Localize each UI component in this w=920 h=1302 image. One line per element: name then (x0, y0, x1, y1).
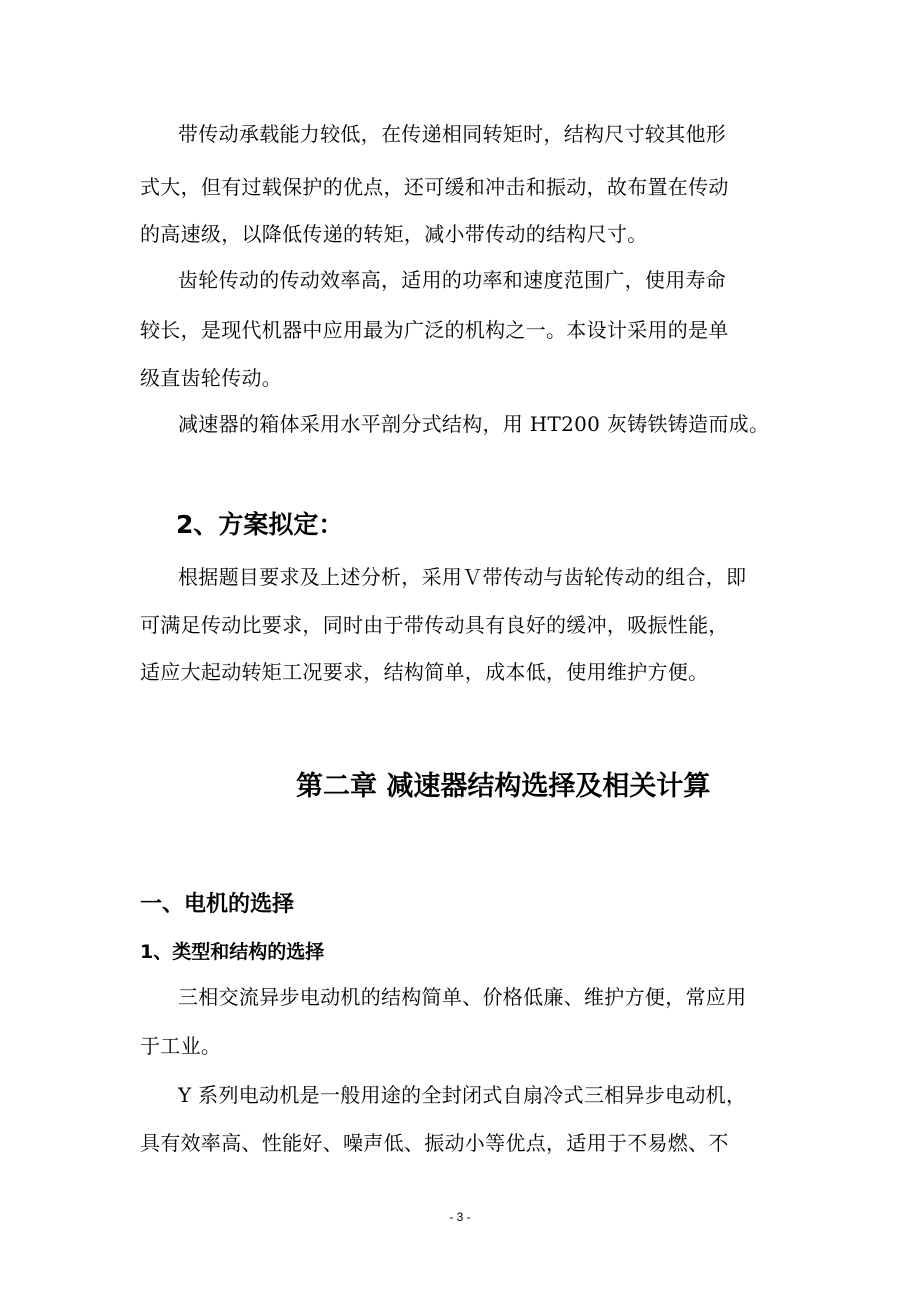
paragraph-line: 可满足传动比要求，同时由于带传动具有良好的缓冲，吸振性能， (140, 613, 729, 637)
paragraph-line: 减速器的箱体采用水平剖分式结构，用 HT200 灰铸铁铸造而成。 (178, 412, 770, 436)
paragraph-line: 适应大起动转矩工况要求，结构简单，成本低，使用维护方便。 (140, 660, 709, 684)
subsection-heading: 1、类型和结构的选择 (140, 941, 325, 963)
paragraph-line: 三相交流异步电动机的结构简单、价格低廉、维护方便，常应用 (178, 985, 747, 1009)
paragraph-line: 根据题目要求及上述分析，采用Ｖ带传动与齿轮传动的组合，即 (178, 565, 747, 589)
paragraph-line: 具有效率高、性能好、噪声低、振动小等优点，适用于不易燃、不 (140, 1131, 729, 1155)
paragraph-line: 齿轮传动的传动效率高，适用的功率和速度范围广，使用寿命 (178, 268, 727, 292)
section-heading: 2、方案拟定： (176, 510, 344, 539)
paragraph-line: Y 系列电动机是一般用途的全封闭式自扇冷式三相异步电动机， (178, 1083, 747, 1107)
paragraph-line: 的高速级，以降低传递的转矩，减小带传动的结构尺寸。 (140, 222, 648, 246)
section-heading: 一、电机的选择 (140, 892, 295, 917)
paragraph-line: 带传动承载能力较低，在传递相同转矩时，结构尺寸较其他形 (178, 122, 727, 146)
page-number: - 3 - (449, 1210, 471, 1224)
chapter-title: 第二章 减速器结构选择及相关计算 (296, 771, 711, 802)
paragraph-line: 较长，是现代机器中应用最为广泛的机构之一。本设计采用的是单 (140, 318, 729, 342)
paragraph-line: 级直齿轮传动。 (140, 366, 283, 390)
paragraph-line: 于工业。 (140, 1034, 222, 1058)
paragraph-line: 式大，但有过载保护的优点，还可缓和冲击和振动，故布置在传动 (140, 175, 729, 199)
